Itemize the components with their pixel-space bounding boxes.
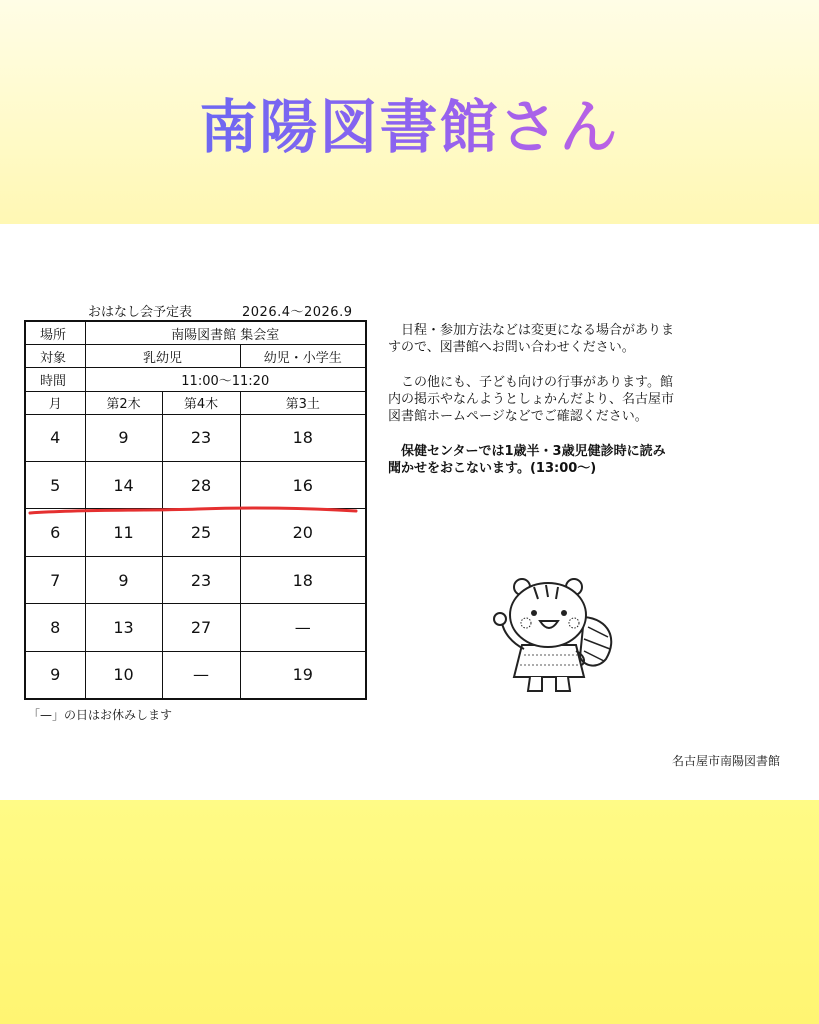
month-cell: 8: [25, 604, 85, 651]
thu4-cell: 23: [162, 556, 240, 603]
target-label: 対象: [25, 345, 85, 368]
thu4-cell: 25: [162, 509, 240, 556]
month-cell: 6: [25, 509, 85, 556]
thu2-cell: 9: [85, 414, 162, 461]
thu4-cell: 28: [162, 462, 240, 509]
table-row: [25, 604, 366, 651]
month-cell: 7: [25, 556, 85, 603]
thu2-header: 第2木: [85, 391, 162, 414]
month-header: 月: [25, 391, 85, 414]
sat3-header: 第3土: [240, 391, 366, 414]
schedule-heading: おはなし会予定表: [88, 305, 193, 320]
month-cell: 5: [25, 462, 85, 509]
schedule-sheet: [0, 224, 819, 800]
target-infant: 乳幼児: [85, 345, 240, 368]
sat3-cell: 20: [240, 509, 366, 556]
place-label: 場所: [25, 321, 85, 345]
place-row: [25, 321, 366, 345]
sat3-cell: 16: [240, 462, 366, 509]
thu4-cell: 27: [162, 604, 240, 651]
closed-note: 「—」の日はお休みします: [28, 708, 173, 722]
note-paragraph: 保健センターでは1歳半・3歳児健診時に読み聞かせをおこないます。(13:00～): [388, 444, 666, 476]
place-value: 南陽図書館 集会室: [85, 321, 366, 345]
sat3-cell: 18: [240, 556, 366, 603]
thu4-cell: 23: [162, 414, 240, 461]
sat3-cell: 18: [240, 414, 366, 461]
month-cell: 9: [25, 651, 85, 699]
month-cell: 4: [25, 414, 85, 461]
note-paragraph: この他にも、子ども向けの行事があります。館内の掲示やなんようとしょかんだより、名古屋市図書館ホームページなどでご確認ください。: [388, 375, 675, 424]
sat3-cell: 19: [240, 651, 366, 699]
column-header-row: [25, 391, 366, 414]
bottom-banner: [0, 800, 819, 1024]
time-row: [25, 368, 366, 391]
thu2-cell: 9: [85, 556, 162, 603]
target-child: 幼児・小学生: [240, 345, 366, 368]
thu4-header: 第4木: [162, 391, 240, 414]
thu2-cell: 10: [85, 651, 162, 699]
table-row: [25, 556, 366, 603]
page-title: 南陽図書館さん: [0, 80, 819, 164]
thu2-cell: 13: [85, 604, 162, 651]
schedule-period: 2026.4～2026.9: [242, 305, 353, 320]
thu4-cell: —: [162, 651, 240, 699]
mascot-character-icon: [484, 577, 620, 697]
table-row: [25, 651, 366, 699]
table-row: [25, 414, 366, 461]
note-paragraph: 日程・参加方法などは変更になる場合がありますので、図書館へお問い合わせください。: [388, 323, 675, 355]
target-row: [25, 345, 366, 368]
sat3-cell: —: [240, 604, 366, 651]
time-label: 時間: [25, 368, 85, 391]
notes-block: [388, 322, 678, 495]
library-signature: 名古屋市南陽図書館: [672, 754, 781, 768]
red-strike-line: [28, 504, 358, 518]
thu2-cell: 11: [85, 509, 162, 556]
time-value: 11:00～11:20: [85, 368, 366, 391]
thu2-cell: 14: [85, 462, 162, 509]
table-row: [25, 462, 366, 509]
